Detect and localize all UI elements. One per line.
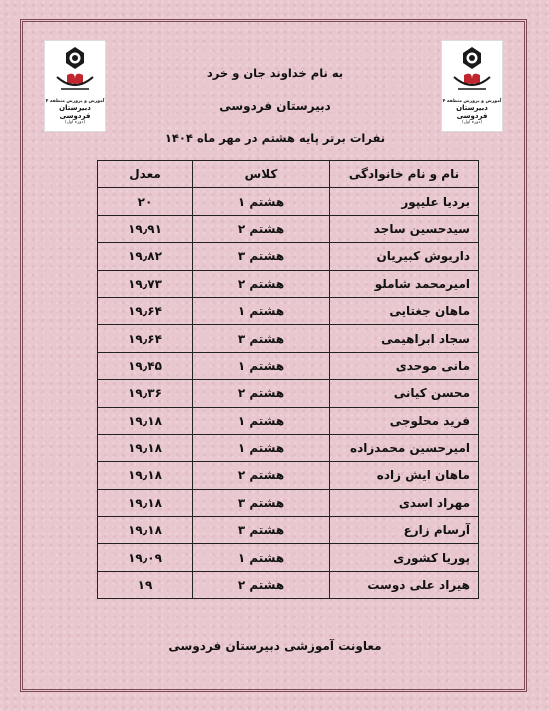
- class-cell: هشتم ۱: [193, 188, 330, 215]
- student-name-cell: سیدحسین ساجد: [330, 215, 479, 242]
- column-header-name: نام و نام خانوادگی: [330, 161, 479, 188]
- table-row: [98, 215, 479, 242]
- table-header-row: [98, 161, 479, 188]
- average-cell: ۱۹٫۳۶: [98, 380, 193, 407]
- school-name-heading: دبیرستان فردوسی: [219, 99, 331, 113]
- class-cell: هشتم ۱: [193, 434, 330, 461]
- student-name-cell: امیرحسین محمدزاده: [330, 434, 479, 461]
- student-name-cell: فرید محلوجی: [330, 407, 479, 434]
- table-row: [98, 380, 479, 407]
- table-row: [98, 297, 479, 324]
- class-cell: هشتم ۲: [193, 215, 330, 242]
- logo-text-school: دبیرستان فردوسی: [456, 104, 488, 120]
- average-cell: ۱۹٫۱۸: [98, 489, 193, 516]
- class-cell: هشتم ۳: [193, 243, 330, 270]
- student-name-cell: مانی موحدی: [330, 352, 479, 379]
- average-cell: ۲۰: [98, 188, 193, 215]
- average-cell: ۱۹٫۶۴: [98, 325, 193, 352]
- logo-text-school: دبیرستان فردوسی: [59, 104, 91, 120]
- logo-text-line1: آموزش و پرورش منطقه ۴: [45, 99, 105, 104]
- average-cell: ۱۹٫۱۸: [98, 462, 193, 489]
- class-cell: هشتم ۲: [193, 270, 330, 297]
- page-title: نفرات برتر پایه هشتم در مهر ماه ۱۴۰۴: [164, 131, 386, 145]
- average-cell: ۱۹٫۷۳: [98, 270, 193, 297]
- logo-text-line3: (دوره اول): [461, 120, 483, 125]
- top-students-table: [97, 160, 479, 599]
- average-cell: ۱۹٫۱۸: [98, 407, 193, 434]
- class-cell: هشتم ۳: [193, 325, 330, 352]
- student-name-cell: آرسام زارع: [330, 517, 479, 544]
- average-cell: ۱۹٫۱۸: [98, 517, 193, 544]
- table-row: [98, 188, 479, 215]
- average-cell: ۱۹٫۱۸: [98, 434, 193, 461]
- class-cell: هشتم ۱: [193, 544, 330, 571]
- column-header-average: معدل: [98, 161, 193, 188]
- average-cell: ۱۹٫۸۲: [98, 243, 193, 270]
- table-row: [98, 544, 479, 571]
- class-cell: هشتم ۲: [193, 462, 330, 489]
- student-name-cell: ماهان ایش زاده: [330, 462, 479, 489]
- average-cell: ۱۹٫۴۵: [98, 352, 193, 379]
- student-name-cell: محسن کیانی: [330, 380, 479, 407]
- table-row: [98, 243, 479, 270]
- student-name-cell: بردیا علیپور: [330, 188, 479, 215]
- logo-text-line1: آموزش و پرورش منطقه ۴: [442, 99, 502, 104]
- student-name-cell: هیراد علی دوست: [330, 571, 479, 598]
- class-cell: هشتم ۲: [193, 380, 330, 407]
- table-row: [98, 571, 479, 598]
- school-logo-right: [441, 40, 503, 132]
- student-name-cell: داریوش کبیریان: [330, 243, 479, 270]
- student-name-cell: مهراد اسدی: [330, 489, 479, 516]
- table-row: [98, 352, 479, 379]
- table-row: [98, 325, 479, 352]
- column-header-class: کلاس: [193, 161, 330, 188]
- class-cell: هشتم ۳: [193, 489, 330, 516]
- class-cell: هشتم ۱: [193, 352, 330, 379]
- student-name-cell: امیرمحمد شاملو: [330, 270, 479, 297]
- school-logo-left: [44, 40, 106, 132]
- class-cell: هشتم ۱: [193, 297, 330, 324]
- footer-signature: معاونت آموزشی دبیرستان فردوسی: [168, 639, 382, 653]
- student-name-cell: ماهان جغتایی: [330, 297, 479, 324]
- class-cell: هشتم ۳: [193, 517, 330, 544]
- average-cell: ۱۹٫۶۴: [98, 297, 193, 324]
- table-row: [98, 270, 479, 297]
- table-row: [98, 407, 479, 434]
- table-row: [98, 434, 479, 461]
- average-cell: ۱۹: [98, 571, 193, 598]
- average-cell: ۱۹٫۰۹: [98, 544, 193, 571]
- basmala-heading: به نام خداوند جان و خرد: [206, 66, 344, 80]
- student-name-cell: سجاد ابراهیمی: [330, 325, 479, 352]
- table-row: [98, 462, 479, 489]
- student-name-cell: پوریا کشوری: [330, 544, 479, 571]
- class-cell: هشتم ۲: [193, 571, 330, 598]
- average-cell: ۱۹٫۹۱: [98, 215, 193, 242]
- table-row: [98, 489, 479, 516]
- table-row: [98, 517, 479, 544]
- logo-text-line3: (دوره اول): [64, 120, 86, 125]
- class-cell: هشتم ۱: [193, 407, 330, 434]
